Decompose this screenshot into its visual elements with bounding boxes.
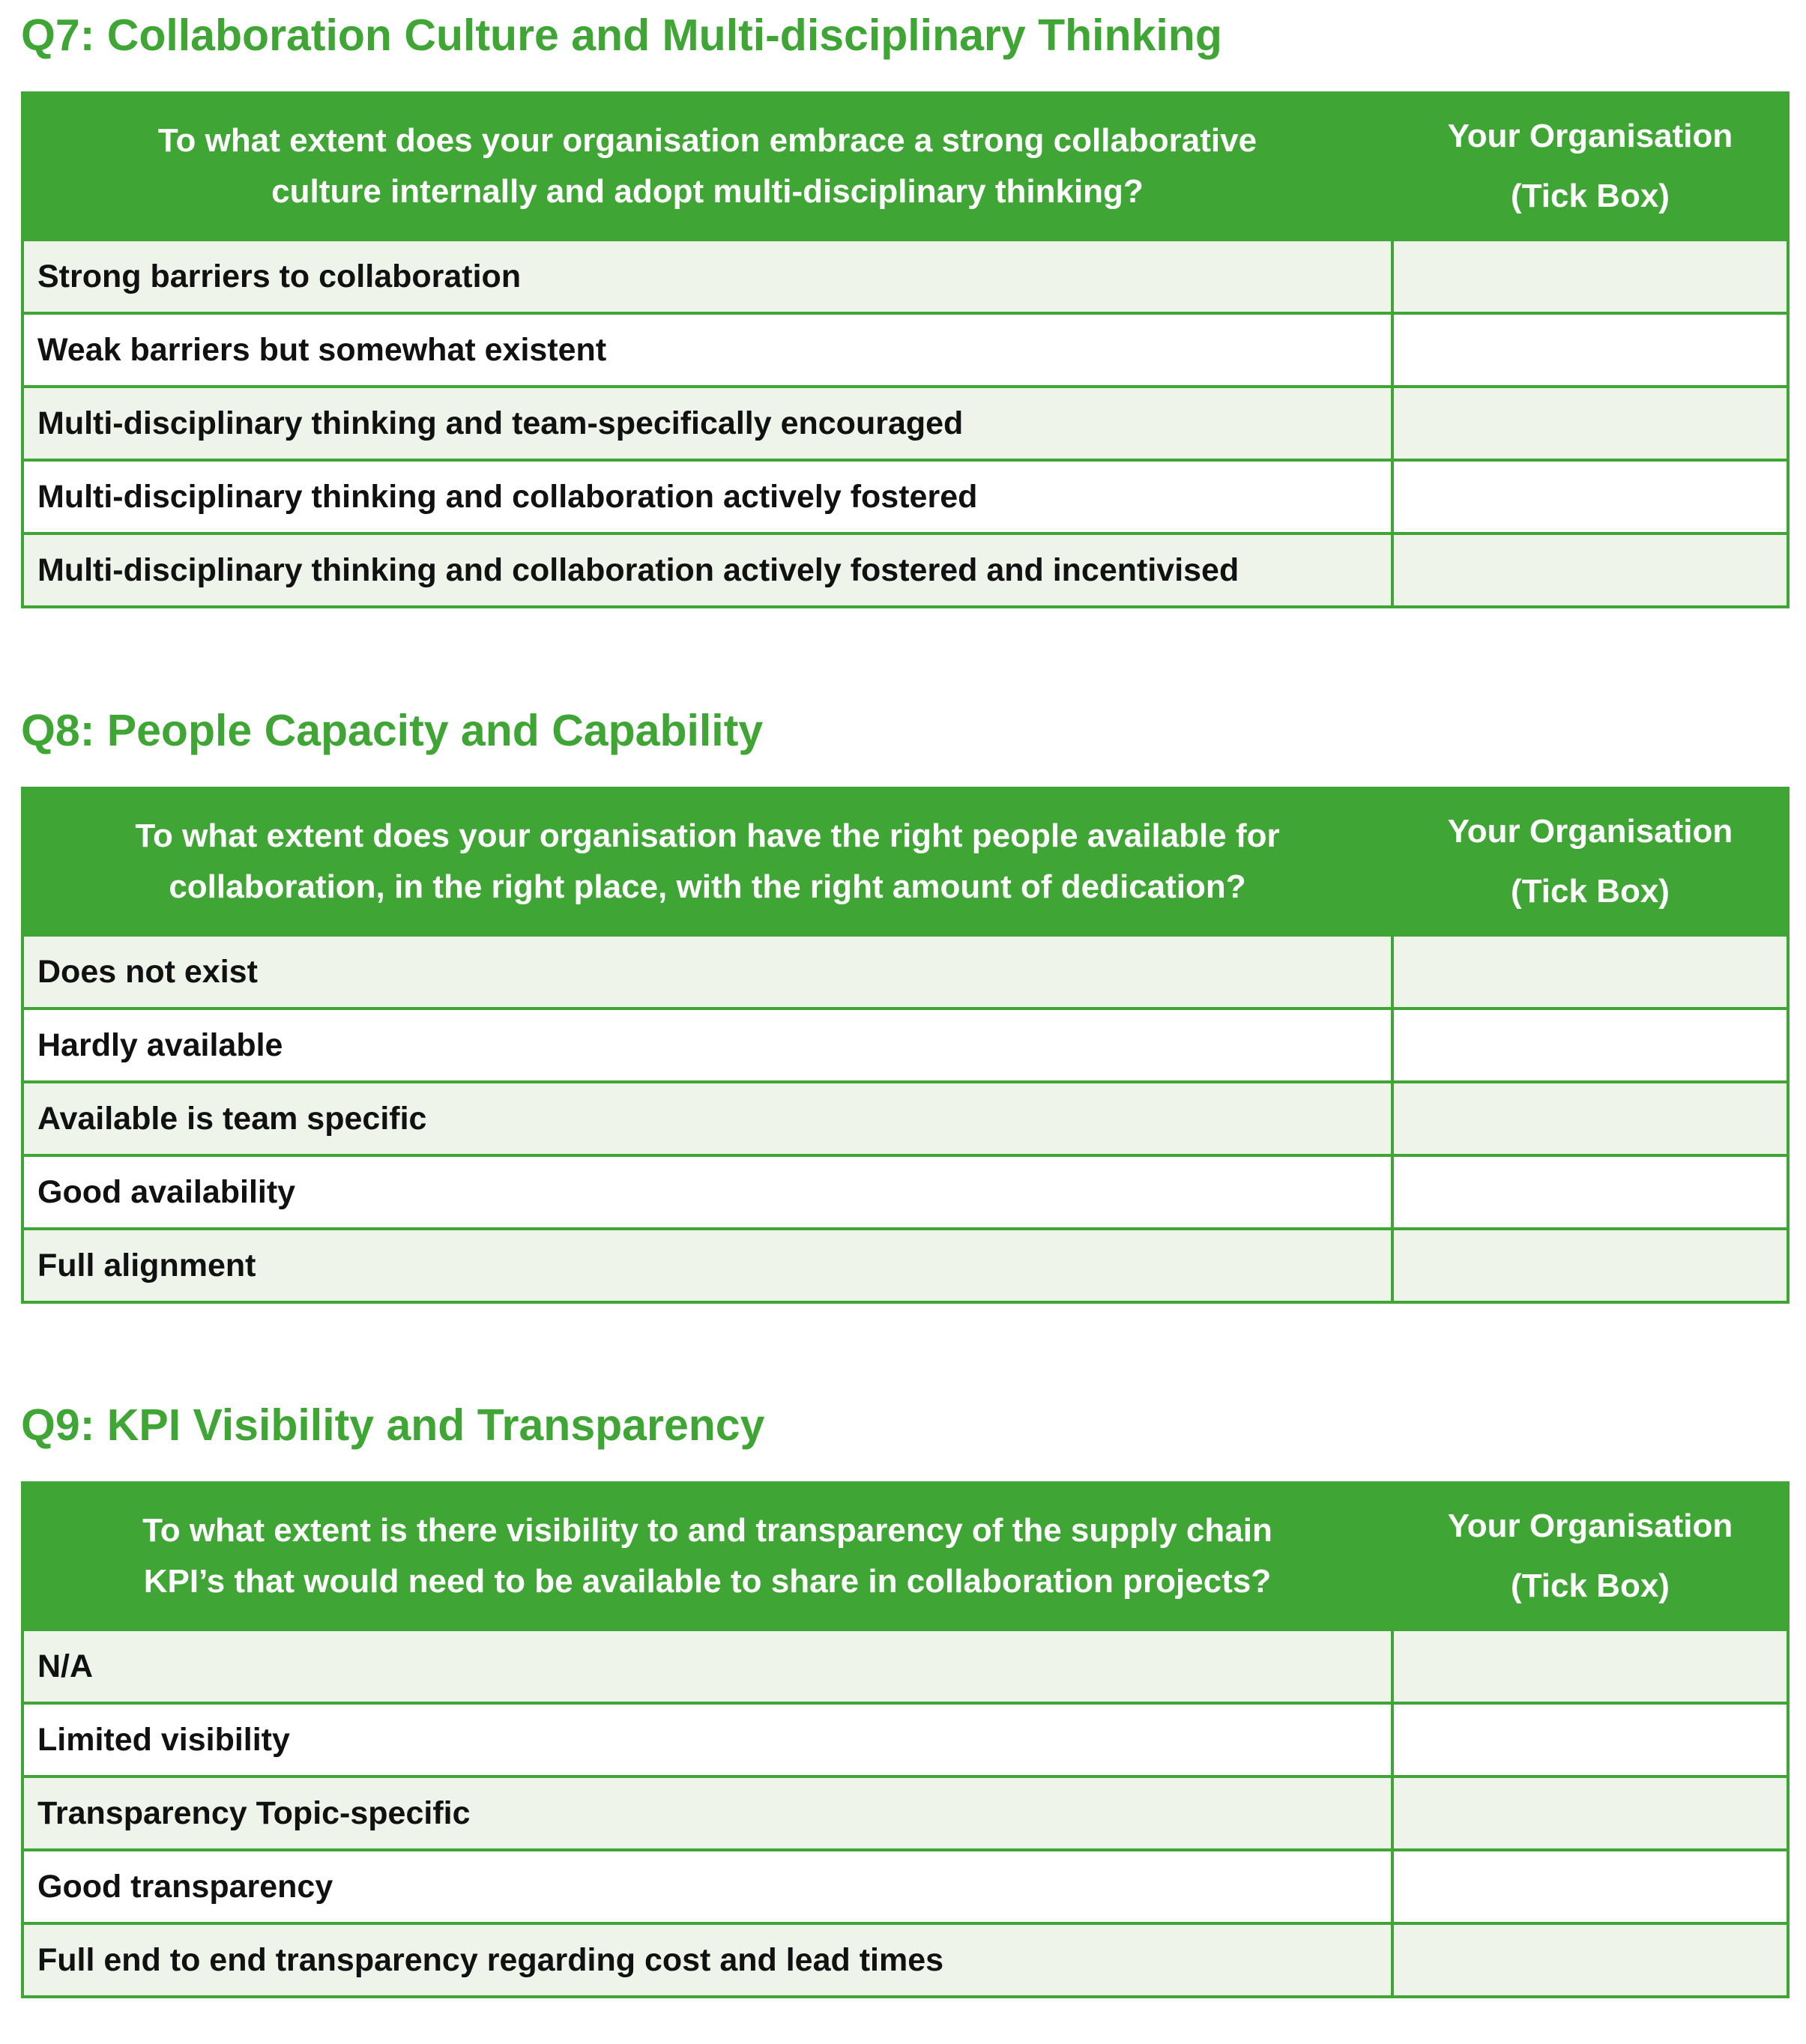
tick-box[interactable] <box>1392 533 1788 607</box>
option-label: Full end to end transparency regarding cost and lead times <box>22 1923 1392 1997</box>
table-header-row <box>22 788 1788 935</box>
tick-box[interactable] <box>1392 1850 1788 1923</box>
answer-header-line: (Tick Box) <box>1511 178 1670 214</box>
tick-box[interactable] <box>1392 240 1788 313</box>
option-label: Strong barriers to collaboration <box>22 240 1392 313</box>
option-label: Good transparency <box>22 1850 1392 1923</box>
answer-header <box>1392 93 1788 240</box>
table-row <box>22 240 1788 313</box>
option-label: Weak barriers but somewhat existent <box>22 313 1392 387</box>
question-line: culture internally and adopt multi-disciplinary thinking? <box>271 173 1144 210</box>
answer-header-line: Your Organisation <box>1447 1508 1733 1544</box>
option-label: Multi-disciplinary thinking and team-specifically encouraged <box>22 387 1392 460</box>
table-row <box>22 387 1788 460</box>
tick-box[interactable] <box>1392 935 1788 1009</box>
section-title: Q7: Collaboration Culture and Multi-disciplinary Thinking <box>21 10 1222 60</box>
table-row <box>22 313 1788 387</box>
option-label: Does not exist <box>22 935 1392 1009</box>
answer-header-line: Your Organisation <box>1447 118 1733 154</box>
option-label: Multi-disciplinary thinking and collaboration actively fostered <box>22 460 1392 533</box>
answer-header <box>1392 788 1788 935</box>
question-table <box>21 1481 1790 1998</box>
section-title: Q8: People Capacity and Capability <box>21 706 764 755</box>
table-row <box>22 935 1788 1009</box>
tick-box[interactable] <box>1392 1703 1788 1777</box>
question-line: To what extent does your organisation embrace a strong collaborative <box>157 122 1257 159</box>
option-label: Hardly available <box>22 1009 1392 1082</box>
tick-box[interactable] <box>1392 1082 1788 1155</box>
tick-box[interactable] <box>1392 1923 1788 1997</box>
question-header <box>22 93 1392 240</box>
tick-box[interactable] <box>1392 1155 1788 1229</box>
table-header-row <box>22 93 1788 240</box>
table-row <box>22 1777 1788 1850</box>
option-label: Limited visibility <box>22 1703 1392 1777</box>
table-row <box>22 533 1788 607</box>
question-header <box>22 1483 1392 1630</box>
option-label: Multi-disciplinary thinking and collaboration actively fostered and incentivised <box>22 533 1392 607</box>
question-line: To what extent is there visibility to and transparency of the supply chain <box>142 1512 1272 1549</box>
question-line: collaboration, in the right place, with the right amount of dedication? <box>169 868 1246 905</box>
answer-header-line: (Tick Box) <box>1511 873 1670 910</box>
table-row <box>22 1630 1788 1703</box>
table-header-row <box>22 1483 1788 1630</box>
tick-box[interactable] <box>1392 313 1788 387</box>
answer-header-line: Your Organisation <box>1447 813 1733 850</box>
table-row <box>22 1229 1788 1302</box>
question-header <box>22 788 1392 935</box>
option-label: Available is team specific <box>22 1082 1392 1155</box>
question-line: KPI’s that would need to be available to share in collaboration projects? <box>143 1563 1272 1600</box>
table-row <box>22 1703 1788 1777</box>
tick-box[interactable] <box>1392 1229 1788 1302</box>
table-row <box>22 1923 1788 1997</box>
option-label: Good availability <box>22 1155 1392 1229</box>
table-row <box>22 1009 1788 1082</box>
table-row <box>22 460 1788 533</box>
table-row <box>22 1850 1788 1923</box>
tick-box[interactable] <box>1392 1009 1788 1082</box>
table-row <box>22 1082 1788 1155</box>
option-label: Transparency Topic-specific <box>22 1777 1392 1850</box>
tick-box[interactable] <box>1392 460 1788 533</box>
option-label: Full alignment <box>22 1229 1392 1302</box>
section-title: Q9: KPI Visibility and Transparency <box>21 1400 765 1450</box>
tick-box[interactable] <box>1392 1777 1788 1850</box>
option-label: N/A <box>22 1630 1392 1703</box>
answer-header-line: (Tick Box) <box>1511 1567 1670 1604</box>
question-table <box>21 91 1790 608</box>
question-line: To what extent does your organisation have the right people available for <box>135 817 1280 854</box>
question-table <box>21 787 1790 1304</box>
table-row <box>22 1155 1788 1229</box>
tick-box[interactable] <box>1392 1630 1788 1703</box>
answer-header <box>1392 1483 1788 1630</box>
tick-box[interactable] <box>1392 387 1788 460</box>
